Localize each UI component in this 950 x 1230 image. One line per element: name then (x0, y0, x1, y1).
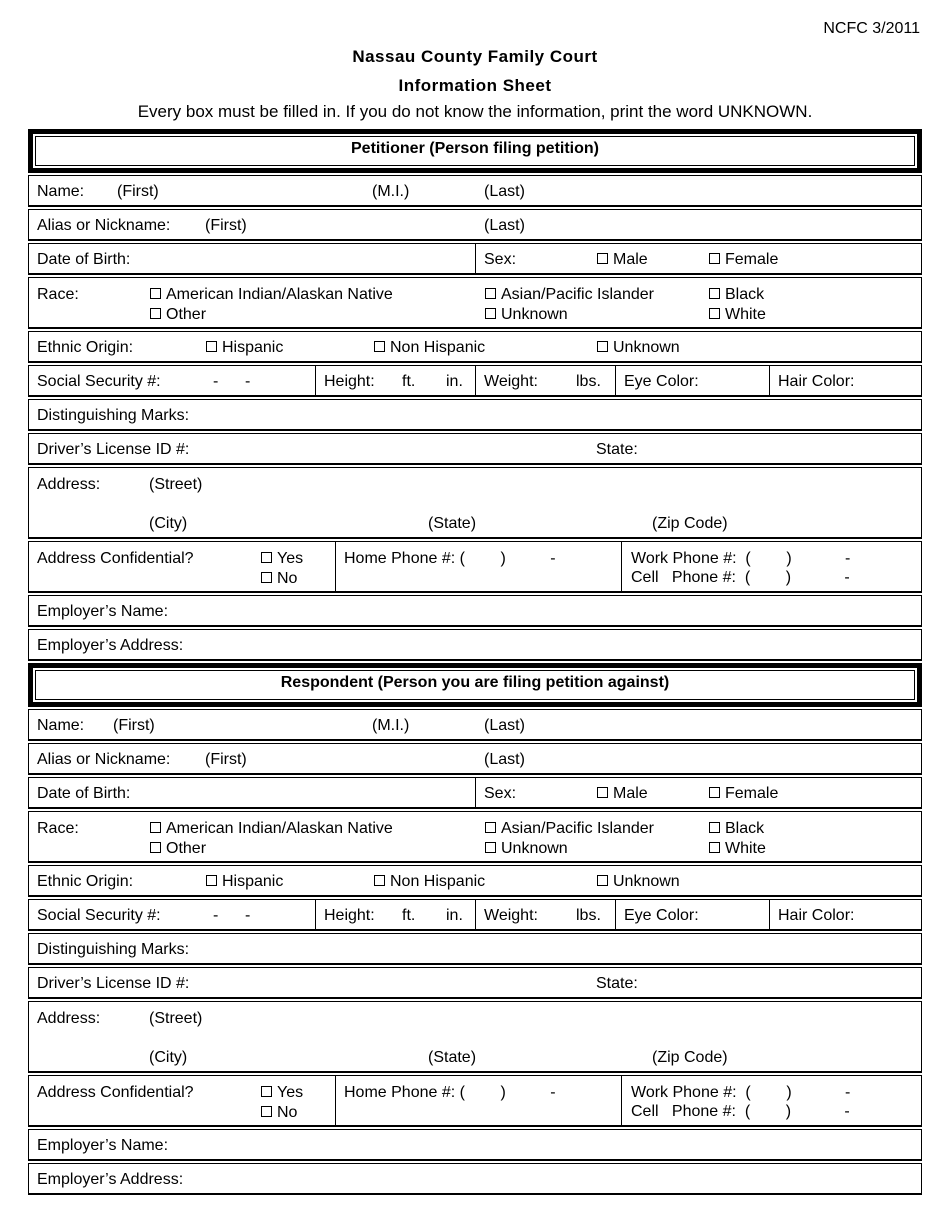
race-american-indian-option[interactable] (150, 820, 393, 838)
sex-female-option[interactable] (709, 251, 778, 269)
option-label: Black (725, 286, 765, 303)
section-heading: Petitioner (Person filing petition) (351, 140, 599, 157)
form (28, 129, 922, 1195)
race-label: Race: (37, 820, 79, 837)
marks-label: Distinguishing Marks: (37, 941, 190, 958)
name-first-label: (First) (117, 183, 159, 200)
address-city-label: (City) (149, 515, 188, 532)
option-label: No (277, 1104, 298, 1121)
checkbox-icon[interactable] (374, 875, 385, 886)
work-phone-field[interactable]: Work Phone #: ( ) - (631, 1084, 851, 1101)
option-label: Other (166, 306, 207, 323)
height-in-unit: in. (446, 373, 463, 390)
instructions: Every box must be filled in. If you do not know the information, print the word UNKNOWN. (137, 102, 813, 121)
race-unknown-option[interactable] (485, 306, 568, 324)
option-label: Female (725, 251, 779, 268)
dob-label: Date of Birth: (37, 785, 131, 802)
checkbox-icon[interactable] (597, 341, 608, 352)
ethnic-non-hispanic-option[interactable] (374, 339, 485, 357)
address-state-label: (State) (428, 515, 477, 532)
race-white-option[interactable] (709, 306, 766, 324)
divider (475, 778, 476, 807)
race-asian-option[interactable] (485, 820, 654, 838)
alias-first-label: (First) (205, 217, 247, 234)
checkbox-icon[interactable] (709, 308, 720, 319)
checkbox-icon[interactable] (150, 288, 161, 299)
race-unknown-option[interactable] (485, 840, 568, 858)
physical-row[interactable] (28, 899, 922, 931)
weight-lbs-unit: lbs. (576, 373, 601, 390)
checkbox-icon[interactable] (261, 572, 272, 583)
ethnic-unknown-option[interactable] (597, 873, 680, 891)
option-label: Asian/Pacific Islander (501, 286, 654, 303)
page-title: Nassau County Family Court (352, 47, 598, 66)
address-city-label: (City) (149, 1049, 188, 1066)
ssn-label: Social Security #: (37, 907, 161, 924)
race-black-option[interactable] (709, 286, 764, 304)
divider (615, 366, 616, 395)
divider (769, 366, 770, 395)
race-other-option[interactable] (150, 840, 206, 858)
checkbox-icon[interactable] (485, 842, 496, 853)
confidential-row (28, 541, 922, 593)
eye-color-label: Eye Color: (624, 907, 699, 924)
license-state-label: State: (596, 975, 638, 992)
ethnic-row (28, 331, 922, 363)
license-row[interactable] (28, 967, 922, 999)
employer-name-label: Employer’s Name: (37, 603, 169, 620)
divider (621, 1076, 622, 1125)
address-street-label: (Street) (149, 1010, 203, 1027)
work-phone-field[interactable]: Work Phone #: ( ) - (631, 550, 851, 567)
ethnic-non-hispanic-option[interactable] (374, 873, 485, 891)
dob-row (28, 243, 922, 275)
confidential-label: Address Confidential? (37, 550, 194, 567)
divider (769, 900, 770, 929)
home-phone-field[interactable]: Home Phone #: ( ) - (344, 550, 556, 567)
name-row[interactable] (28, 175, 922, 207)
checkbox-icon[interactable] (261, 1086, 272, 1097)
option-label: Hispanic (222, 873, 284, 890)
name-last-label: (Last) (484, 183, 525, 200)
section-heading: Respondent (Person you are filing petition against) (280, 674, 670, 691)
divider (475, 900, 476, 929)
divider (615, 900, 616, 929)
checkbox-icon[interactable] (597, 787, 608, 798)
checkbox-icon[interactable] (150, 842, 161, 853)
address-street-label: (Street) (149, 476, 203, 493)
divider (475, 366, 476, 395)
employer-address-row[interactable] (28, 629, 922, 661)
checkbox-icon[interactable] (709, 288, 720, 299)
alias-last-label: (Last) (484, 217, 525, 234)
race-american-indian-option[interactable] (150, 286, 393, 304)
checkbox-icon[interactable] (485, 308, 496, 319)
physical-row[interactable] (28, 365, 922, 397)
name-mi-label: (M.I.) (372, 183, 410, 200)
option-label: Unknown (613, 873, 680, 890)
cell-phone-field[interactable]: Cell Phone #: ( ) - (631, 1103, 850, 1120)
name-last-label: (Last) (484, 717, 525, 734)
address-row[interactable] (28, 1001, 922, 1073)
race-black-option[interactable] (709, 820, 764, 838)
name-label: Name: (37, 717, 85, 734)
license-label: Driver’s License ID #: (37, 441, 190, 458)
sex-male-option[interactable] (597, 785, 648, 803)
name-row[interactable] (28, 709, 922, 741)
sex-male-option[interactable] (597, 251, 648, 269)
option-label: Asian/Pacific Islander (501, 820, 654, 837)
option-label: Non Hispanic (390, 339, 486, 356)
sex-label: Sex: (484, 251, 517, 268)
alias-label: Alias or Nickname: (37, 217, 171, 234)
home-phone-field[interactable]: Home Phone #: ( ) - (344, 1084, 556, 1101)
ethnic-label: Ethnic Origin: (37, 339, 134, 356)
ssn-dashes: - - (213, 373, 251, 390)
marks-row[interactable] (28, 933, 922, 965)
option-label: Male (613, 251, 648, 268)
divider (335, 1076, 336, 1125)
employer-address-row[interactable] (28, 1163, 922, 1195)
address-state-label: (State) (428, 1049, 477, 1066)
sex-female-option[interactable] (709, 785, 778, 803)
page-subtitle: Information Sheet (398, 76, 552, 95)
confidential-yes-option[interactable] (261, 1084, 303, 1102)
height-ft-unit: ft. (402, 907, 416, 924)
checkbox-icon[interactable] (150, 822, 161, 833)
race-row (28, 277, 922, 329)
weight-label: Weight: (484, 373, 538, 390)
option-label: Hispanic (222, 339, 284, 356)
divider (315, 900, 316, 929)
option-label: Yes (277, 550, 304, 567)
alias-label: Alias or Nickname: (37, 751, 171, 768)
dob-label: Date of Birth: (37, 251, 131, 268)
race-white-option[interactable] (709, 840, 766, 858)
checkbox-icon[interactable] (485, 288, 496, 299)
hair-color-label: Hair Color: (778, 373, 855, 390)
height-in-unit: in. (446, 907, 463, 924)
checkbox-icon[interactable] (709, 253, 720, 264)
option-label: American Indian/Alaskan Native (166, 286, 393, 303)
marks-label: Distinguishing Marks: (37, 407, 190, 424)
option-label: Black (725, 820, 765, 837)
address-zip-label: (Zip Code) (652, 515, 728, 532)
height-ft-unit: ft. (402, 373, 416, 390)
confidential-label: Address Confidential? (37, 1084, 194, 1101)
option-label: Other (166, 840, 207, 857)
checkbox-icon[interactable] (597, 253, 608, 264)
name-label: Name: (37, 183, 85, 200)
employer-address-label: Employer’s Address: (37, 1171, 184, 1188)
checkbox-icon[interactable] (206, 341, 217, 352)
address-zip-label: (Zip Code) (652, 1049, 728, 1066)
employer-name-row[interactable] (28, 1129, 922, 1161)
ssn-dashes: - - (213, 907, 251, 924)
option-label: Male (613, 785, 648, 802)
weight-label: Weight: (484, 907, 538, 924)
divider (335, 542, 336, 591)
height-label: Height: (324, 907, 375, 924)
checkbox-icon[interactable] (374, 341, 385, 352)
checkbox-icon[interactable] (597, 875, 608, 886)
name-mi-label: (M.I.) (372, 717, 410, 734)
name-first-label: (First) (113, 717, 155, 734)
ethnic-hispanic-option[interactable] (206, 339, 283, 357)
confidential-no-option[interactable] (261, 570, 297, 588)
ethnic-unknown-option[interactable] (597, 339, 680, 357)
divider (315, 366, 316, 395)
divider (475, 244, 476, 273)
option-label: Unknown (501, 840, 568, 857)
cell-phone-field[interactable]: Cell Phone #: ( ) - (631, 569, 850, 586)
divider (621, 542, 622, 591)
address-label: Address: (37, 476, 101, 493)
race-asian-option[interactable] (485, 286, 654, 304)
license-state-label: State: (596, 441, 638, 458)
checkbox-icon[interactable] (206, 875, 217, 886)
weight-lbs-unit: lbs. (576, 907, 601, 924)
option-label: Unknown (613, 339, 680, 356)
confidential-no-option[interactable] (261, 1104, 297, 1122)
option-label: Yes (277, 1084, 304, 1101)
checkbox-icon[interactable] (485, 822, 496, 833)
checkbox-icon[interactable] (261, 1106, 272, 1117)
confidential-row (28, 1075, 922, 1127)
section-header-petitioner (28, 129, 922, 173)
checkbox-icon[interactable] (709, 842, 720, 853)
form-code: NCFC 3/2011 (823, 20, 920, 37)
eye-color-label: Eye Color: (624, 373, 699, 390)
dob-row (28, 777, 922, 809)
alias-last-label: (Last) (484, 751, 525, 768)
height-label: Height: (324, 373, 375, 390)
marks-row[interactable] (28, 399, 922, 431)
checkbox-icon[interactable] (709, 787, 720, 798)
race-label: Race: (37, 286, 79, 303)
alias-row[interactable] (28, 743, 922, 775)
ethnic-hispanic-option[interactable] (206, 873, 283, 891)
address-row[interactable] (28, 467, 922, 539)
license-label: Driver’s License ID #: (37, 975, 190, 992)
employer-name-label: Employer’s Name: (37, 1137, 169, 1154)
checkbox-icon[interactable] (261, 552, 272, 563)
option-label: Non Hispanic (390, 873, 486, 890)
employer-name-row[interactable] (28, 595, 922, 627)
option-label: White (725, 840, 766, 857)
option-label: No (277, 570, 298, 587)
ethnic-label: Ethnic Origin: (37, 873, 134, 890)
employer-address-label: Employer’s Address: (37, 637, 184, 654)
option-label: White (725, 306, 766, 323)
hair-color-label: Hair Color: (778, 907, 855, 924)
confidential-yes-option[interactable] (261, 550, 303, 568)
checkbox-icon[interactable] (709, 822, 720, 833)
checkbox-icon[interactable] (150, 308, 161, 319)
race-row (28, 811, 922, 863)
option-label: American Indian/Alaskan Native (166, 820, 393, 837)
race-other-option[interactable] (150, 306, 206, 324)
license-row[interactable] (28, 433, 922, 465)
sex-label: Sex: (484, 785, 517, 802)
option-label: Female (725, 785, 779, 802)
ethnic-row (28, 865, 922, 897)
option-label: Unknown (501, 306, 568, 323)
alias-row[interactable] (28, 209, 922, 241)
section-header-respondent (28, 663, 922, 707)
address-label: Address: (37, 1010, 101, 1027)
alias-first-label: (First) (205, 751, 247, 768)
ssn-label: Social Security #: (37, 373, 161, 390)
